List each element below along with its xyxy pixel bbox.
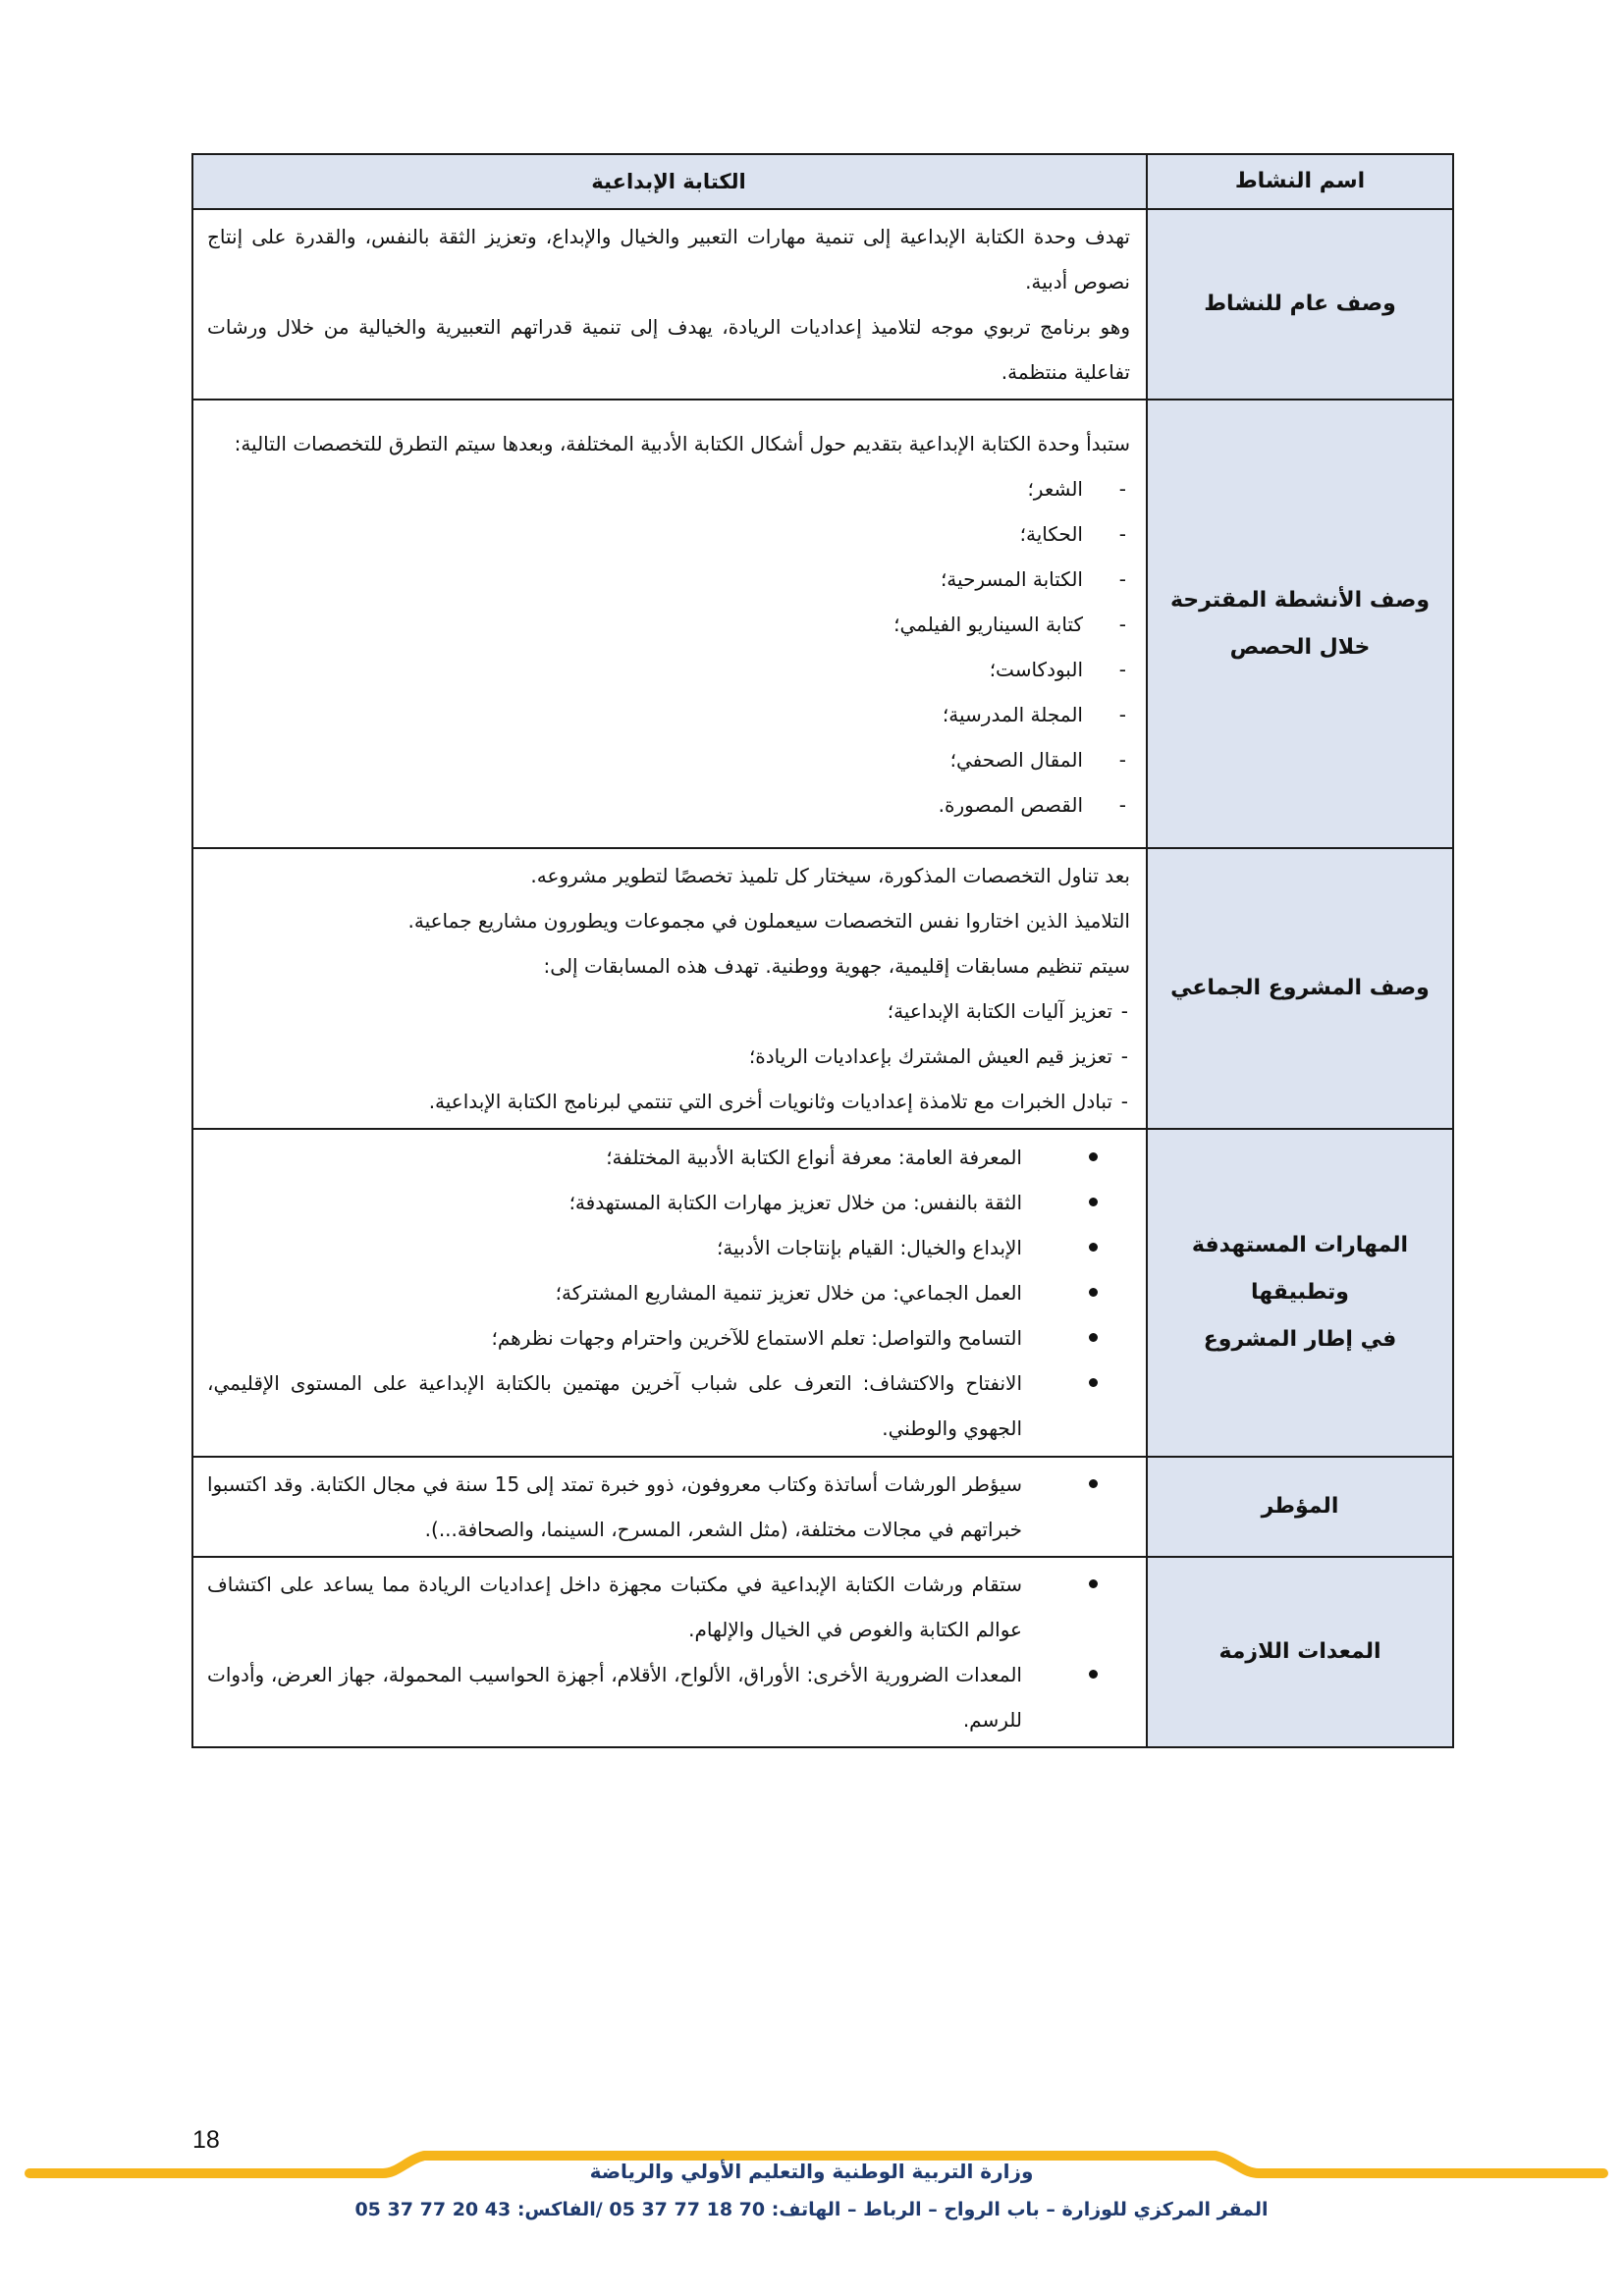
project-content-cell — [192, 848, 1147, 1129]
table-header-row — [192, 154, 1453, 209]
activities-content-cell — [192, 400, 1147, 848]
specialty-item: - القصص المصورة. — [207, 782, 1083, 828]
goal-item: - تعزيز آليات الكتابة الإبداعية؛ — [207, 988, 1112, 1034]
skills-label-line-1: المهارات المستهدفة وتطبيقها — [1191, 1233, 1409, 1305]
specialty-item: - المقال الصحفي؛ — [207, 737, 1083, 782]
footer-ministry-name: وزارة التربية الوطنية والتعليم الأولي والرياضة — [589, 2160, 1034, 2183]
header-label-cell — [1147, 154, 1453, 209]
trainer-list — [207, 1462, 1130, 1552]
skills-label-cell — [1147, 1129, 1453, 1457]
goal-item: - تعزيز قيم العيش المشترك بإعداديات الريادة؛ — [207, 1034, 1112, 1079]
equipment-label: المعدات اللازمة — [1218, 1639, 1381, 1664]
goal-item: - تبادل الخبرات مع تلامذة إعداديات وثانويات أخرى التي تنتمي لبرنامج الكتابة الإبداعية. — [207, 1079, 1112, 1124]
general-paragraph-1: تهدف وحدة الكتابة الإبداعية إلى تنمية مهارات التعبير والخيال والإبداع، وتعزيز الثقة بالنفس، والقدرة على إنتاج نصوص أدبية. — [207, 225, 1130, 294]
general-label-cell — [1147, 209, 1453, 400]
activities-intro: ستبدأ وحدة الكتابة الإبداعية بتقديم حول أشكال الكتابة الأدبية المختلفة، وبعدها سيتم التطرق للتخصصات التالية: — [234, 431, 1130, 455]
specialty-item: - الكتابة المسرحية؛ — [207, 557, 1083, 602]
skill-item: المعرفة العامة: معرفة أنواع الكتابة الأدبية المختلفة؛ — [207, 1135, 1022, 1180]
general-label: وصف عام للنشاط — [1204, 292, 1396, 316]
project-line-1: بعد تناول التخصصات المذكورة، سيختار كل تلميذ تخصصًا لتطوير مشروعه. — [530, 864, 1130, 887]
competition-goals-list — [207, 988, 1130, 1124]
specialty-item: - كتابة السيناريو الفيلمي؛ — [207, 602, 1083, 647]
row-activities — [192, 400, 1453, 848]
trainer-item: سيؤطر الورشات أساتذة وكتاب معروفون، ذوو خبرة تمتد إلى 15 سنة في مجال الكتابة. وقد اكتسبوا خبراتهم في مجالات مختلفة، (مثل الشعر، المسرح، السينما، والصحافة...). — [207, 1462, 1022, 1552]
project-line-3: سيتم تنظيم مسابقات إقليمية، جهوية ووطنية. تهدف هذه المسابقات إلى: — [543, 954, 1130, 978]
skill-item: التسامح والتواصل: تعلم الاستماع للآخرين واحترام وجهات نظرهم؛ — [207, 1315, 1022, 1361]
skill-item: الإبداع والخيال: القيام بإنتاجات الأدبية؛ — [207, 1225, 1022, 1270]
equipment-item: المعدات الضرورية الأخرى: الأوراق، الألواح، الأقلام، أجهزة الحواسيب المحمولة، جهاز العرض، وأدوات للرسم. — [207, 1652, 1022, 1742]
specialties-list — [207, 466, 1130, 828]
skills-content-cell — [192, 1129, 1147, 1457]
skills-label-line-2: في إطار المشروع — [1203, 1327, 1397, 1352]
general-content-cell — [192, 209, 1147, 400]
specialty-item: - الشعر؛ — [207, 466, 1083, 511]
equipment-content-cell — [192, 1557, 1147, 1747]
row-equipment — [192, 1557, 1453, 1747]
trainer-label: المؤطر — [1261, 1494, 1339, 1519]
project-label: وصف المشروع الجماعي — [1170, 976, 1430, 1000]
project-line-2: التلاميذ الذين اختاروا نفس التخصصات سيعملون في مجموعات ويطورون مشاريع جماعية. — [407, 909, 1130, 933]
specialty-item: - المجلة المدرسية؛ — [207, 692, 1083, 737]
activities-label-line-1: وصف الأنشطة المقترحة — [1169, 587, 1431, 613]
skills-list — [207, 1135, 1130, 1451]
skill-item: الانفتاح والاكتشاف: التعرف على شباب آخرين مهتمين بالكتابة الإبداعية على المستوى الإقليمي، الجهوي والوطني. — [207, 1361, 1022, 1451]
trainer-content-cell — [192, 1457, 1147, 1557]
specialty-item: - البودكاست؛ — [207, 647, 1083, 692]
trainer-label-cell — [1147, 1457, 1453, 1557]
skill-item: العمل الجماعي: من خلال تعزيز تنمية المشاريع المشتركة؛ — [207, 1270, 1022, 1315]
row-skills — [192, 1129, 1453, 1457]
equipment-item: ستقام ورشات الكتابة الإبداعية في مكتبات مجهزة داخل إعداديات الريادة مما يساعد على اكتشاف عوالم الكتابة والغوص في الخيال والإلهام. — [207, 1562, 1022, 1652]
project-label-cell — [1147, 848, 1453, 1129]
row-trainer — [192, 1457, 1453, 1557]
equipment-list — [207, 1562, 1130, 1742]
equipment-label-cell — [1147, 1557, 1453, 1747]
row-general-description — [192, 209, 1453, 400]
header-value-cell — [192, 154, 1147, 209]
activities-label-cell — [1147, 400, 1453, 848]
activity-table — [191, 153, 1454, 1748]
page-number: 18 — [192, 2126, 220, 2154]
skill-item: الثقة بالنفس: من خلال تعزيز مهارات الكتابة المستهدفة؛ — [207, 1180, 1022, 1225]
general-paragraph-2: وهو برنامج تربوي موجه لتلاميذ إعداديات الريادة، يهدف إلى تنمية قدراتهم التعبيرية والخيالية من خلال ورشات تفاعلية منتظمة. — [207, 315, 1130, 384]
activities-label-line-2: خلال الحصص — [1229, 634, 1371, 660]
row-group-project — [192, 848, 1453, 1129]
specialty-item: - الحكاية؛ — [207, 511, 1083, 557]
footer-address: المقر المركزي للوزارة – باب الرواح – الرباط – الهاتف: 70 18 77 37 05 /الفاكس: 43 20 77 37 05 — [354, 2199, 1269, 2220]
activity-name-value: الكتابة الإبداعية — [591, 170, 746, 193]
activity-name-label: اسم النشاط — [1234, 169, 1366, 193]
